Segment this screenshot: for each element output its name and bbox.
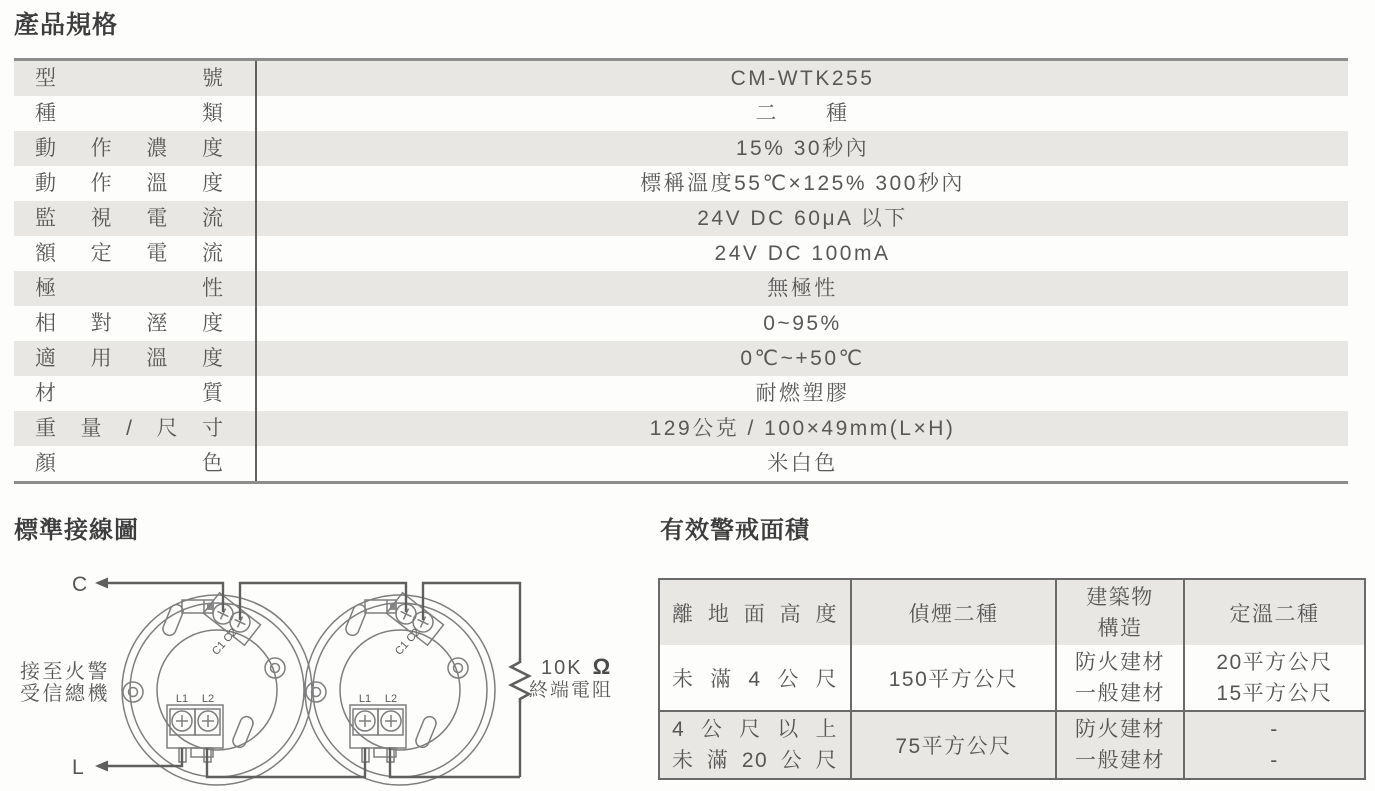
page-title: 產品規格: [14, 11, 119, 39]
coverage-row1-areas: 20平方公尺 15平方公尺: [1185, 645, 1366, 710]
spec-label: 監視電流: [14, 201, 257, 236]
spec-value: 米白色: [767, 452, 838, 475]
coverage-header-fixed-temp: 定溫二種: [1185, 580, 1366, 645]
coverage-header-construction: 建築物 構造: [1057, 580, 1185, 645]
arrow-left-icon: [95, 578, 108, 589]
resistor-value-label: 10K Ω: [541, 654, 611, 679]
spec-label: 額定電流: [14, 236, 257, 271]
spec-value: 耐燃塑膠: [755, 382, 850, 405]
wire-bottom-jumper: [207, 748, 365, 777]
spec-value: 24V DC 100mA: [714, 242, 891, 265]
spec-row-rated-current: [14, 236, 1348, 271]
mounting-hole-icon: [123, 682, 143, 702]
coverage-header-smoke: 偵煙二種: [852, 580, 1057, 645]
spec-row-color: [14, 446, 1348, 481]
screw-l1-icon: [355, 711, 375, 731]
spec-row-model: [14, 61, 1348, 96]
spec-row-material: [14, 376, 1348, 411]
spec-label: 動作濃度: [14, 131, 257, 166]
spec-table: [14, 58, 1348, 484]
spec-label: 顏色: [14, 446, 257, 481]
spec-row-ambient-temp: [14, 341, 1348, 376]
spec-label: 相對溼度: [14, 306, 257, 341]
spec-value: 標稱溫度55℃×125% 300秒內: [640, 172, 965, 195]
spec-row-humidity: [14, 306, 1348, 341]
terminal-label-c1c2: C1 C2: [209, 626, 240, 658]
detector-base-1: [122, 593, 312, 785]
spec-row-polarity: [14, 271, 1348, 306]
panel-label-line1: 接至火警: [20, 661, 110, 683]
spec-value: 0~95%: [763, 312, 842, 335]
coverage-table: [658, 578, 1366, 780]
spec-label: 重量/尺寸: [14, 411, 257, 446]
spec-label: 種類: [14, 96, 257, 131]
spec-value: 15% 30秒內: [735, 137, 870, 160]
wire-top-jumper: [240, 583, 406, 620]
terminal-l-label: L: [72, 756, 84, 779]
terminal-label-l1: L1: [358, 693, 372, 705]
spec-label: 極性: [14, 271, 257, 306]
coverage-section-title: 有效警戒面積: [660, 517, 810, 544]
terminal-label-l1: L1: [175, 693, 189, 705]
coverage-row2-construction: 防火建材 一般建材: [1057, 710, 1185, 778]
terminal-c-label: C: [72, 573, 88, 596]
terminal-label-l2: L2: [384, 693, 398, 705]
spec-row-operating-temp: [14, 166, 1348, 201]
panel-label-line2: 受信總機: [20, 683, 110, 705]
spec-value: 0℃~+50℃: [740, 347, 865, 370]
spec-row-type: [14, 96, 1348, 131]
wiring-section-title: 標準接線圖: [14, 517, 139, 544]
resistor-name-label: 終端電阻: [529, 680, 614, 701]
coverage-row2-smoke: 75平方公尺: [852, 710, 1057, 778]
spec-value: 24V DC 60μA 以下: [697, 207, 908, 230]
spec-value: 129公克 / 100×49mm(L×H): [649, 417, 956, 440]
coverage-row2-areas: - -: [1185, 710, 1366, 778]
wiring-diagram: [0, 548, 650, 791]
detector-base-2: [305, 593, 495, 785]
wire-bottom-resistor: [390, 748, 520, 777]
coverage-row1-construction: 防火建材 一般建材: [1057, 645, 1185, 710]
spec-value: CM-WTK255: [730, 67, 875, 90]
spec-value: 二 種: [755, 102, 850, 125]
coverage-row2-height: 4公尺以上 未滿20公尺: [658, 710, 852, 778]
terminal-label-c1c2: C1 C2: [392, 626, 423, 658]
coverage-header-height: 離地面高度: [658, 580, 852, 645]
screw-l2-icon: [198, 711, 218, 731]
terminal-label-l2: L2: [201, 693, 215, 705]
spec-row-weight-size: [14, 411, 1348, 446]
resistor-icon: [511, 658, 529, 703]
spec-label: 動作溫度: [14, 166, 257, 201]
screw-l2-icon: [381, 711, 401, 731]
spec-label: 材質: [14, 376, 257, 411]
coverage-row1-smoke: 150平方公尺: [852, 645, 1057, 710]
spec-row-monitor-current: [14, 201, 1348, 236]
arrow-left-icon: [95, 761, 108, 772]
mounting-hole-icon: [306, 682, 326, 702]
screw-l1-icon: [172, 711, 192, 731]
spec-value: 無極性: [767, 277, 838, 300]
spec-label: 型號: [14, 61, 257, 96]
spec-label: 適用溫度: [14, 341, 257, 376]
spec-row-operating-density: [14, 131, 1348, 166]
coverage-row1-height: 未滿4公尺: [658, 645, 852, 710]
wire-c-rail: [103, 583, 223, 612]
